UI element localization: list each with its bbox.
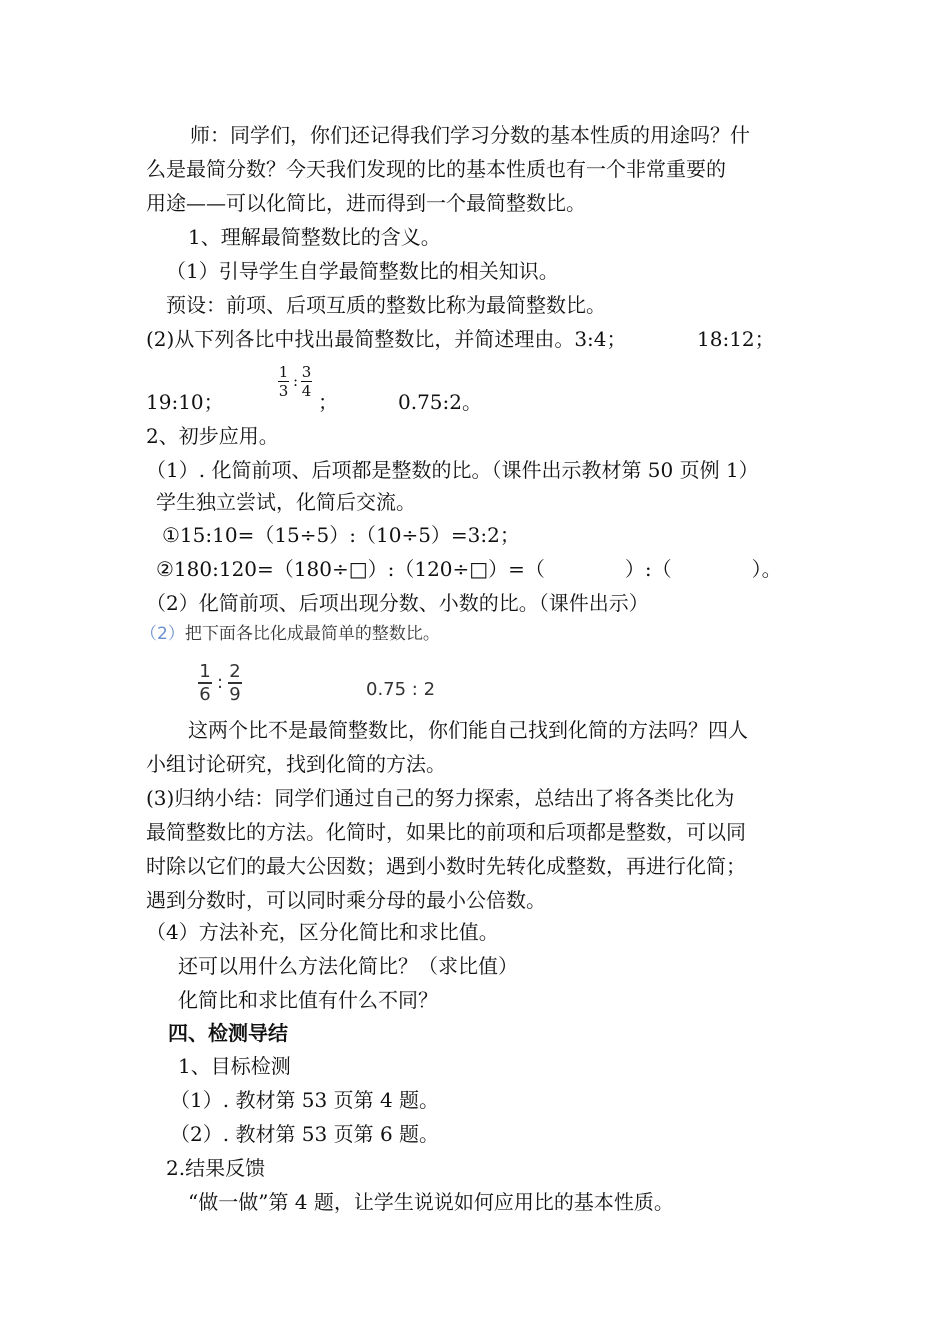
courseware-label-text: 把下面各比化成最简单的整数比。 [184,624,440,644]
paragraph-line: 遇到分数时，可以同时乘分母的最小公倍数。 [146,888,546,912]
paragraph-line: （4）方法补充，区分化简比和求比值。 [146,920,499,944]
paragraph-line: (2)从下列各比中找出最简整数比，并简述理由。3:4； [146,327,627,351]
paragraph-line: (3)归纳小结：同学们通过自己的努力探索，总结出了将各类比化为 [146,786,735,810]
fraction-numerator: 2 [229,661,241,682]
fraction-one-third [278,364,289,399]
paragraph-line: 用途——可以化简比，进而得到一个最简整数比。 [146,191,586,215]
paragraph-line: 师：同学们，你们还记得我们学习分数的基本性质的用途吗？什 [190,123,750,147]
fraction-denominator: 3 [278,382,289,400]
section-heading: 1、理解最简整数比的含义。 [188,225,441,249]
fraction-numerator: 3 [301,363,312,381]
fraction-denominator: 4 [301,382,312,400]
ratio-item: 19:10； [146,390,224,414]
paragraph-line: 预设：前项、后项互质的整数比称为最简整数比。 [166,293,606,317]
fraction-three-fourths [301,364,312,399]
section-heading: 2、初步应用。 [146,424,279,448]
paragraph-line: 化简比和求比值有什么不同？ [178,988,438,1012]
example-line: ②180:120=（180÷□）:（120÷□）=（ ）:（ ）。 [156,557,782,581]
paragraph-line: （2）化简前项、后项出现分数、小数的比。（课件出示） [146,591,649,615]
fraction-denominator: 6 [199,684,211,705]
courseware-label [140,622,440,646]
paragraph-line: 1、目标检测 [178,1054,291,1078]
ratio-colon: : [217,672,224,693]
fraction-one-sixth [198,662,212,704]
paragraph-line: 2.结果反馈 [166,1156,266,1180]
paragraph-line: 么是最简分数？今天我们发现的比的基本性质也有一个非常重要的 [146,157,726,181]
paragraph-line: （1）. 教材第 53 页第 4 题。 [170,1088,440,1112]
paragraph-line: 小组讨论研究，找到化简的方法。 [146,752,446,776]
punctuation: ； [318,390,338,414]
paragraph-line: 学生独立尝试，化简后交流。 [156,490,416,514]
paragraph-line: （2）. 教材第 53 页第 6 题。 [170,1122,440,1146]
paragraph-line: 这两个比不是最简整数比，你们能自己找到化简的方法吗？四人 [188,718,748,742]
fraction-numerator: 1 [199,661,211,682]
ratio-item: 0.75:2。 [398,390,482,414]
fraction-numerator: 1 [278,363,289,381]
section-heading: 四、检测导结 [168,1021,288,1045]
fraction-denominator: 9 [229,684,241,705]
paragraph-line: （1）. 化简前项、后项都是整数的比。（课件出示教材第 50 页例 1） [146,458,759,482]
decimal-ratio: 0.75 : 2 [366,679,436,700]
fraction-two-ninths [228,662,242,704]
example-line: ①15:10=（15÷5）:（10÷5）=3:2； [162,523,520,547]
ratio-item: 18:12； [697,327,775,351]
ratio-colon: : [293,372,299,390]
courseware-label-number: （2） [140,624,185,644]
paragraph-line: 还可以用什么方法化简比？（求比值） [178,954,518,978]
paragraph-line: 最简整数比的方法。化简时，如果比的前项和后项都是整数，可以同 [146,820,746,844]
paragraph-line: （1）引导学生自学最简整数比的相关知识。 [166,259,559,283]
paragraph-line: “做一做”第 4 题，让学生说说如何应用比的基本性质。 [188,1190,674,1214]
paragraph-line: 时除以它们的最大公因数；遇到小数时先转化成整数，再进行化简； [146,854,746,878]
